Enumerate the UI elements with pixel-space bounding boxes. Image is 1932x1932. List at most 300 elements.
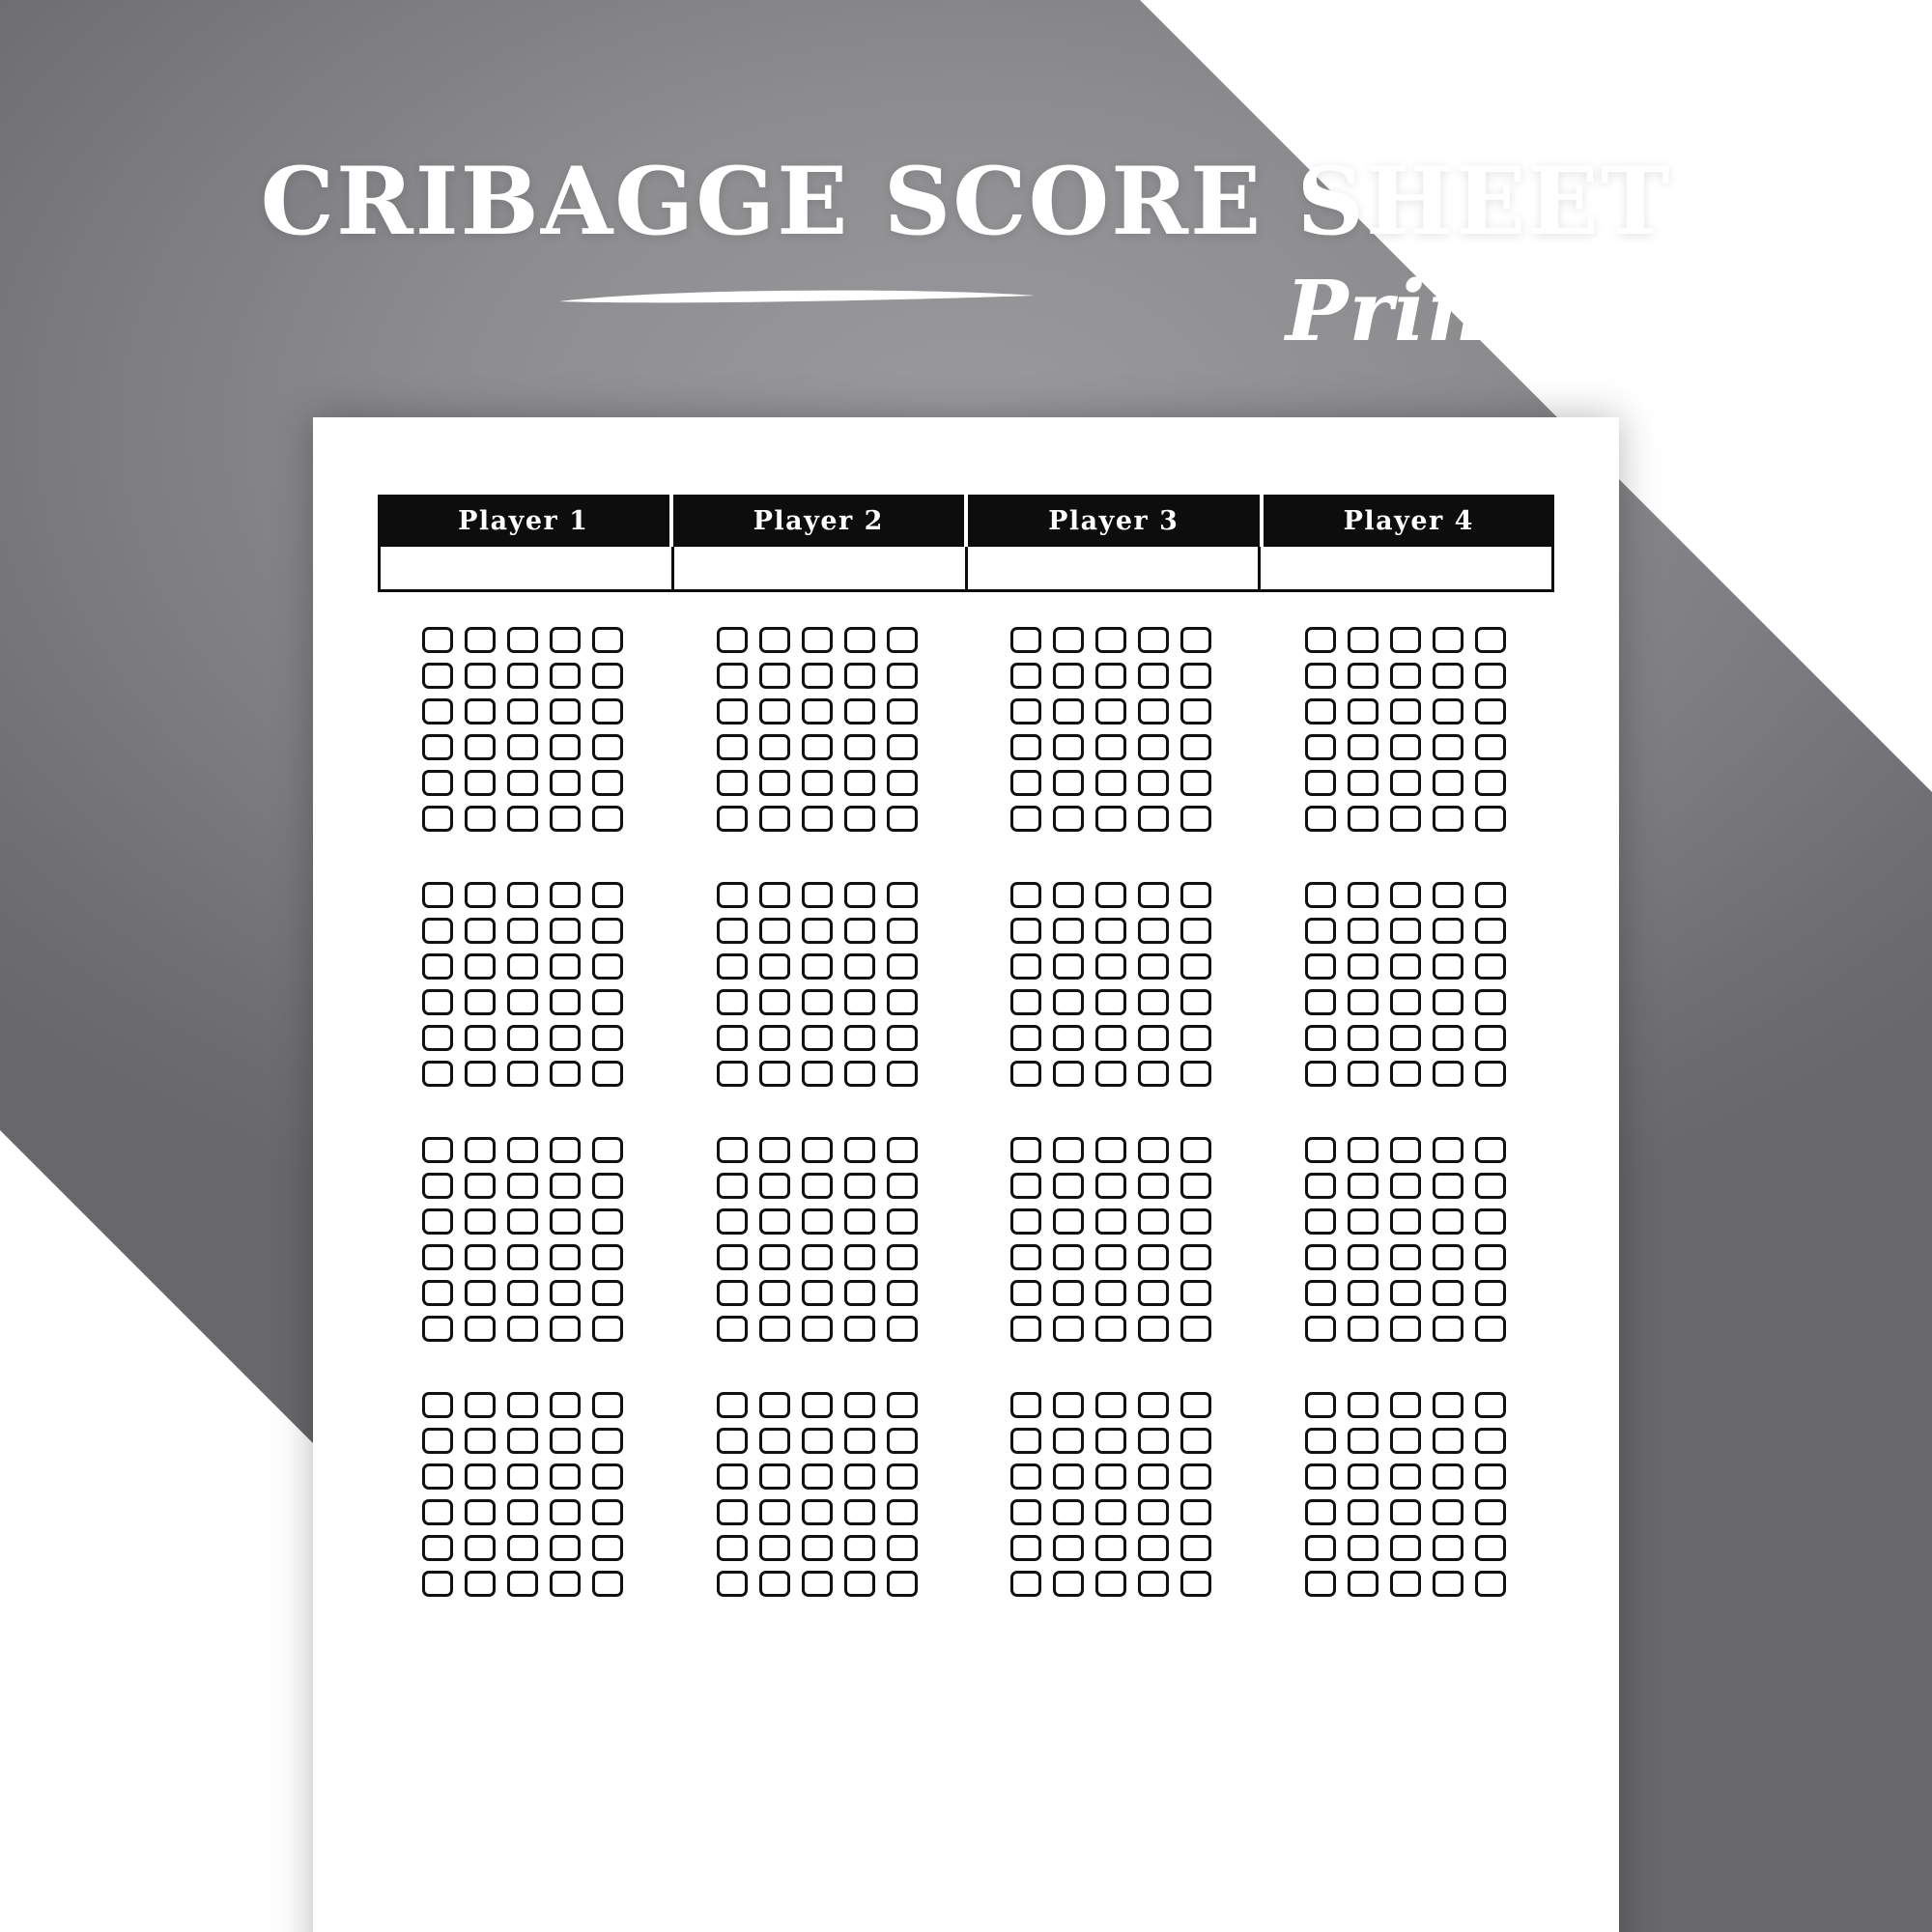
score-checkbox[interactable] bbox=[550, 918, 581, 944]
score-checkbox[interactable] bbox=[465, 1061, 496, 1087]
score-checkbox[interactable] bbox=[1305, 1280, 1336, 1306]
score-checkbox[interactable] bbox=[802, 1025, 833, 1051]
score-checkbox[interactable] bbox=[550, 770, 581, 796]
score-checkbox[interactable] bbox=[1138, 1463, 1169, 1490]
score-checkbox[interactable] bbox=[759, 953, 790, 980]
score-checkbox[interactable] bbox=[1095, 698, 1126, 724]
score-checkbox[interactable] bbox=[507, 627, 538, 653]
score-checkbox[interactable] bbox=[802, 1499, 833, 1525]
score-checkbox[interactable] bbox=[759, 1137, 790, 1163]
score-checkbox[interactable] bbox=[592, 1463, 623, 1490]
score-checkbox[interactable] bbox=[1390, 627, 1421, 653]
score-checkbox[interactable] bbox=[1390, 1137, 1421, 1163]
score-checkbox[interactable] bbox=[1180, 663, 1211, 689]
score-checkbox[interactable] bbox=[1433, 1535, 1463, 1561]
score-checkbox[interactable] bbox=[1010, 1392, 1041, 1418]
score-checkbox[interactable] bbox=[1010, 953, 1041, 980]
score-checkbox[interactable] bbox=[422, 1137, 453, 1163]
score-checkbox[interactable] bbox=[802, 953, 833, 980]
score-checkbox[interactable] bbox=[717, 1428, 748, 1454]
score-checkbox[interactable] bbox=[1348, 1499, 1378, 1525]
score-checkbox[interactable] bbox=[844, 770, 875, 796]
score-checkbox[interactable] bbox=[1010, 1280, 1041, 1306]
score-checkbox[interactable] bbox=[1180, 1025, 1211, 1051]
score-checkbox[interactable] bbox=[1010, 1137, 1041, 1163]
score-checkbox[interactable] bbox=[887, 1316, 918, 1342]
score-checkbox[interactable] bbox=[1053, 1244, 1084, 1270]
score-checkbox[interactable] bbox=[1180, 1173, 1211, 1199]
score-checkbox[interactable] bbox=[592, 1137, 623, 1163]
score-checkbox[interactable] bbox=[844, 1316, 875, 1342]
score-checkbox[interactable] bbox=[802, 663, 833, 689]
score-checkbox[interactable] bbox=[1475, 1316, 1506, 1342]
score-checkbox[interactable] bbox=[717, 806, 748, 832]
score-checkbox[interactable] bbox=[844, 1571, 875, 1597]
score-checkbox[interactable] bbox=[802, 1173, 833, 1199]
score-checkbox[interactable] bbox=[1433, 1025, 1463, 1051]
score-checkbox[interactable] bbox=[507, 1316, 538, 1342]
score-checkbox[interactable] bbox=[1475, 734, 1506, 760]
score-checkbox[interactable] bbox=[844, 989, 875, 1015]
score-checkbox[interactable] bbox=[1010, 989, 1041, 1015]
score-checkbox[interactable] bbox=[592, 1535, 623, 1561]
score-checkbox[interactable] bbox=[1138, 1428, 1169, 1454]
score-checkbox[interactable] bbox=[802, 770, 833, 796]
score-checkbox[interactable] bbox=[802, 1280, 833, 1306]
score-checkbox[interactable] bbox=[844, 1463, 875, 1490]
score-checkbox[interactable] bbox=[422, 1535, 453, 1561]
score-checkbox[interactable] bbox=[887, 663, 918, 689]
score-checkbox[interactable] bbox=[422, 1316, 453, 1342]
score-checkbox[interactable] bbox=[1095, 1392, 1126, 1418]
score-checkbox[interactable] bbox=[802, 1316, 833, 1342]
score-checkbox[interactable] bbox=[1010, 806, 1041, 832]
score-checkbox[interactable] bbox=[844, 1280, 875, 1306]
score-checkbox[interactable] bbox=[1010, 882, 1041, 908]
score-checkbox[interactable] bbox=[465, 1428, 496, 1454]
score-checkbox[interactable] bbox=[717, 1499, 748, 1525]
score-checkbox[interactable] bbox=[1138, 1208, 1169, 1235]
score-checkbox[interactable] bbox=[1138, 989, 1169, 1015]
score-checkbox[interactable] bbox=[1348, 1173, 1378, 1199]
score-checkbox[interactable] bbox=[717, 627, 748, 653]
score-checkbox[interactable] bbox=[1053, 1392, 1084, 1418]
score-checkbox[interactable] bbox=[802, 1208, 833, 1235]
score-checkbox[interactable] bbox=[1053, 1316, 1084, 1342]
score-checkbox[interactable] bbox=[1348, 1061, 1378, 1087]
score-checkbox[interactable] bbox=[1095, 918, 1126, 944]
score-checkbox[interactable] bbox=[717, 1571, 748, 1597]
score-checkbox[interactable] bbox=[1305, 1499, 1336, 1525]
score-checkbox[interactable] bbox=[1053, 1280, 1084, 1306]
score-checkbox[interactable] bbox=[1053, 1428, 1084, 1454]
score-checkbox[interactable] bbox=[465, 627, 496, 653]
score-checkbox[interactable] bbox=[465, 1571, 496, 1597]
score-checkbox[interactable] bbox=[1138, 953, 1169, 980]
score-checkbox[interactable] bbox=[465, 1535, 496, 1561]
score-checkbox[interactable] bbox=[1433, 1061, 1463, 1087]
score-checkbox[interactable] bbox=[1305, 1208, 1336, 1235]
score-checkbox[interactable] bbox=[759, 882, 790, 908]
score-checkbox[interactable] bbox=[1348, 1316, 1378, 1342]
score-checkbox[interactable] bbox=[422, 627, 453, 653]
score-checkbox[interactable] bbox=[507, 1499, 538, 1525]
score-checkbox[interactable] bbox=[1053, 882, 1084, 908]
score-checkbox[interactable] bbox=[1053, 663, 1084, 689]
score-checkbox[interactable] bbox=[465, 1316, 496, 1342]
score-checkbox[interactable] bbox=[592, 1499, 623, 1525]
score-checkbox[interactable] bbox=[717, 1280, 748, 1306]
score-checkbox[interactable] bbox=[1433, 1173, 1463, 1199]
score-checkbox[interactable] bbox=[1095, 1280, 1126, 1306]
score-checkbox[interactable] bbox=[844, 882, 875, 908]
score-checkbox[interactable] bbox=[422, 806, 453, 832]
score-checkbox[interactable] bbox=[1053, 734, 1084, 760]
score-checkbox[interactable] bbox=[1348, 734, 1378, 760]
score-checkbox[interactable] bbox=[592, 806, 623, 832]
score-checkbox[interactable] bbox=[1433, 918, 1463, 944]
score-checkbox[interactable] bbox=[1053, 918, 1084, 944]
score-checkbox[interactable] bbox=[1433, 1137, 1463, 1163]
score-checkbox[interactable] bbox=[844, 1061, 875, 1087]
score-checkbox[interactable] bbox=[465, 1137, 496, 1163]
score-checkbox[interactable] bbox=[1433, 1244, 1463, 1270]
score-checkbox[interactable] bbox=[1053, 953, 1084, 980]
score-checkbox[interactable] bbox=[1305, 770, 1336, 796]
score-checkbox[interactable] bbox=[422, 734, 453, 760]
score-checkbox[interactable] bbox=[1390, 1061, 1421, 1087]
score-checkbox[interactable] bbox=[465, 1463, 496, 1490]
score-checkbox[interactable] bbox=[1010, 1173, 1041, 1199]
score-checkbox[interactable] bbox=[507, 989, 538, 1015]
score-checkbox[interactable] bbox=[1305, 1316, 1336, 1342]
score-checkbox[interactable] bbox=[1305, 1392, 1336, 1418]
score-checkbox[interactable] bbox=[1390, 734, 1421, 760]
score-checkbox[interactable] bbox=[507, 882, 538, 908]
score-checkbox[interactable] bbox=[1390, 698, 1421, 724]
score-checkbox[interactable] bbox=[1348, 1208, 1378, 1235]
score-checkbox[interactable] bbox=[550, 806, 581, 832]
score-checkbox[interactable] bbox=[550, 627, 581, 653]
score-checkbox[interactable] bbox=[465, 734, 496, 760]
score-checkbox[interactable] bbox=[422, 1244, 453, 1270]
score-checkbox[interactable] bbox=[844, 953, 875, 980]
score-checkbox[interactable] bbox=[550, 734, 581, 760]
score-checkbox[interactable] bbox=[1138, 1173, 1169, 1199]
score-checkbox[interactable] bbox=[1305, 1428, 1336, 1454]
score-checkbox[interactable] bbox=[1475, 1137, 1506, 1163]
score-checkbox[interactable] bbox=[887, 1208, 918, 1235]
score-checkbox[interactable] bbox=[1180, 1463, 1211, 1490]
score-checkbox[interactable] bbox=[1475, 1280, 1506, 1306]
score-checkbox[interactable] bbox=[1138, 1535, 1169, 1561]
score-checkbox[interactable] bbox=[1305, 1244, 1336, 1270]
score-checkbox[interactable] bbox=[887, 1280, 918, 1306]
score-checkbox[interactable] bbox=[1433, 698, 1463, 724]
score-checkbox[interactable] bbox=[717, 770, 748, 796]
score-checkbox[interactable] bbox=[844, 1244, 875, 1270]
score-checkbox[interactable] bbox=[1138, 1571, 1169, 1597]
score-checkbox[interactable] bbox=[1053, 989, 1084, 1015]
score-checkbox[interactable] bbox=[1475, 989, 1506, 1015]
score-checkbox[interactable] bbox=[1390, 1571, 1421, 1597]
score-checkbox[interactable] bbox=[1390, 989, 1421, 1015]
score-checkbox[interactable] bbox=[550, 1463, 581, 1490]
score-checkbox[interactable] bbox=[422, 1061, 453, 1087]
score-checkbox[interactable] bbox=[422, 953, 453, 980]
score-checkbox[interactable] bbox=[422, 1025, 453, 1051]
score-checkbox[interactable] bbox=[1180, 989, 1211, 1015]
score-checkbox[interactable] bbox=[1348, 1244, 1378, 1270]
score-checkbox[interactable] bbox=[550, 1499, 581, 1525]
score-checkbox[interactable] bbox=[1138, 806, 1169, 832]
score-checkbox[interactable] bbox=[507, 1428, 538, 1454]
score-checkbox[interactable] bbox=[507, 1535, 538, 1561]
score-checkbox[interactable] bbox=[1348, 627, 1378, 653]
score-checkbox[interactable] bbox=[1180, 882, 1211, 908]
score-checkbox[interactable] bbox=[1180, 1280, 1211, 1306]
score-checkbox[interactable] bbox=[887, 1244, 918, 1270]
score-checkbox[interactable] bbox=[1138, 1499, 1169, 1525]
score-checkbox[interactable] bbox=[1305, 663, 1336, 689]
score-checkbox[interactable] bbox=[844, 1137, 875, 1163]
score-checkbox[interactable] bbox=[592, 1571, 623, 1597]
score-checkbox[interactable] bbox=[1390, 770, 1421, 796]
score-checkbox[interactable] bbox=[887, 1535, 918, 1561]
score-checkbox[interactable] bbox=[1180, 1571, 1211, 1597]
score-checkbox[interactable] bbox=[465, 698, 496, 724]
score-checkbox[interactable] bbox=[1053, 1173, 1084, 1199]
score-checkbox[interactable] bbox=[1390, 953, 1421, 980]
score-checkbox[interactable] bbox=[1433, 1316, 1463, 1342]
score-checkbox[interactable] bbox=[1095, 953, 1126, 980]
score-checkbox[interactable] bbox=[507, 1463, 538, 1490]
score-checkbox[interactable] bbox=[550, 882, 581, 908]
score-checkbox[interactable] bbox=[887, 627, 918, 653]
score-checkbox[interactable] bbox=[887, 1392, 918, 1418]
score-checkbox[interactable] bbox=[887, 1061, 918, 1087]
score-checkbox[interactable] bbox=[1010, 698, 1041, 724]
score-checkbox[interactable] bbox=[1180, 1137, 1211, 1163]
score-checkbox[interactable] bbox=[1433, 806, 1463, 832]
score-checkbox[interactable] bbox=[717, 1173, 748, 1199]
score-checkbox[interactable] bbox=[507, 663, 538, 689]
score-checkbox[interactable] bbox=[844, 1392, 875, 1418]
score-checkbox[interactable] bbox=[802, 1137, 833, 1163]
score-checkbox[interactable] bbox=[1010, 918, 1041, 944]
score-checkbox[interactable] bbox=[465, 1499, 496, 1525]
score-checkbox[interactable] bbox=[759, 1463, 790, 1490]
score-checkbox[interactable] bbox=[592, 953, 623, 980]
score-checkbox[interactable] bbox=[1390, 1280, 1421, 1306]
score-checkbox[interactable] bbox=[1348, 1428, 1378, 1454]
score-checkbox[interactable] bbox=[465, 1392, 496, 1418]
score-checkbox[interactable] bbox=[1348, 1392, 1378, 1418]
score-checkbox[interactable] bbox=[1138, 1316, 1169, 1342]
score-checkbox[interactable] bbox=[1053, 1208, 1084, 1235]
score-checkbox[interactable] bbox=[1138, 1392, 1169, 1418]
score-checkbox[interactable] bbox=[844, 627, 875, 653]
score-checkbox[interactable] bbox=[844, 1025, 875, 1051]
score-checkbox[interactable] bbox=[802, 918, 833, 944]
score-checkbox[interactable] bbox=[887, 1463, 918, 1490]
score-checkbox[interactable] bbox=[759, 1428, 790, 1454]
score-checkbox[interactable] bbox=[1010, 734, 1041, 760]
score-checkbox[interactable] bbox=[507, 1208, 538, 1235]
score-checkbox[interactable] bbox=[507, 1571, 538, 1597]
score-checkbox[interactable] bbox=[507, 770, 538, 796]
score-checkbox[interactable] bbox=[759, 989, 790, 1015]
score-checkbox[interactable] bbox=[1433, 663, 1463, 689]
score-checkbox[interactable] bbox=[592, 734, 623, 760]
score-checkbox[interactable] bbox=[1390, 1463, 1421, 1490]
score-checkbox[interactable] bbox=[1305, 627, 1336, 653]
score-checkbox[interactable] bbox=[802, 1428, 833, 1454]
score-checkbox[interactable] bbox=[1095, 882, 1126, 908]
score-checkbox[interactable] bbox=[1305, 734, 1336, 760]
score-checkbox[interactable] bbox=[592, 1173, 623, 1199]
score-checkbox[interactable] bbox=[1475, 953, 1506, 980]
score-checkbox[interactable] bbox=[802, 627, 833, 653]
score-checkbox[interactable] bbox=[717, 882, 748, 908]
score-checkbox[interactable] bbox=[1180, 1208, 1211, 1235]
score-checkbox[interactable] bbox=[717, 1316, 748, 1342]
score-checkbox[interactable] bbox=[1053, 627, 1084, 653]
score-checkbox[interactable] bbox=[844, 1173, 875, 1199]
score-checkbox[interactable] bbox=[1053, 1571, 1084, 1597]
score-checkbox[interactable] bbox=[550, 953, 581, 980]
score-checkbox[interactable] bbox=[550, 1535, 581, 1561]
score-checkbox[interactable] bbox=[1348, 1463, 1378, 1490]
score-checkbox[interactable] bbox=[1095, 1137, 1126, 1163]
score-checkbox[interactable] bbox=[1010, 1571, 1041, 1597]
score-checkbox[interactable] bbox=[422, 1173, 453, 1199]
score-checkbox[interactable] bbox=[887, 1137, 918, 1163]
score-checkbox[interactable] bbox=[1475, 882, 1506, 908]
score-checkbox[interactable] bbox=[1180, 1061, 1211, 1087]
score-checkbox[interactable] bbox=[887, 1571, 918, 1597]
score-checkbox[interactable] bbox=[1010, 1316, 1041, 1342]
score-checkbox[interactable] bbox=[1095, 663, 1126, 689]
score-checkbox[interactable] bbox=[1305, 1025, 1336, 1051]
score-checkbox[interactable] bbox=[1390, 1499, 1421, 1525]
score-checkbox[interactable] bbox=[1138, 1137, 1169, 1163]
score-checkbox[interactable] bbox=[592, 1316, 623, 1342]
score-checkbox[interactable] bbox=[1010, 663, 1041, 689]
score-checkbox[interactable] bbox=[717, 1463, 748, 1490]
score-checkbox[interactable] bbox=[1010, 1428, 1041, 1454]
score-checkbox[interactable] bbox=[1053, 1061, 1084, 1087]
score-checkbox[interactable] bbox=[759, 1392, 790, 1418]
score-checkbox[interactable] bbox=[1010, 770, 1041, 796]
score-checkbox[interactable] bbox=[1475, 1392, 1506, 1418]
score-checkbox[interactable] bbox=[1348, 882, 1378, 908]
score-checkbox[interactable] bbox=[1180, 770, 1211, 796]
score-checkbox[interactable] bbox=[759, 1499, 790, 1525]
score-checkbox[interactable] bbox=[1348, 770, 1378, 796]
score-checkbox[interactable] bbox=[1305, 1571, 1336, 1597]
score-checkbox[interactable] bbox=[550, 1025, 581, 1051]
score-checkbox[interactable] bbox=[550, 1137, 581, 1163]
score-checkbox[interactable] bbox=[1010, 1208, 1041, 1235]
score-checkbox[interactable] bbox=[1305, 918, 1336, 944]
score-checkbox[interactable] bbox=[1138, 663, 1169, 689]
player-name-field[interactable] bbox=[1261, 547, 1551, 589]
score-checkbox[interactable] bbox=[550, 989, 581, 1015]
score-checkbox[interactable] bbox=[1390, 882, 1421, 908]
score-checkbox[interactable] bbox=[759, 734, 790, 760]
score-checkbox[interactable] bbox=[1390, 1208, 1421, 1235]
score-checkbox[interactable] bbox=[1475, 1571, 1506, 1597]
score-checkbox[interactable] bbox=[507, 734, 538, 760]
score-checkbox[interactable] bbox=[1433, 882, 1463, 908]
score-checkbox[interactable] bbox=[1305, 989, 1336, 1015]
score-checkbox[interactable] bbox=[887, 1428, 918, 1454]
score-checkbox[interactable] bbox=[1433, 1463, 1463, 1490]
score-checkbox[interactable] bbox=[717, 1061, 748, 1087]
score-checkbox[interactable] bbox=[1138, 882, 1169, 908]
score-checkbox[interactable] bbox=[1305, 1463, 1336, 1490]
score-checkbox[interactable] bbox=[1138, 1061, 1169, 1087]
player-name-field[interactable] bbox=[674, 547, 968, 589]
score-checkbox[interactable] bbox=[550, 1428, 581, 1454]
score-checkbox[interactable] bbox=[1348, 806, 1378, 832]
score-checkbox[interactable] bbox=[717, 663, 748, 689]
score-checkbox[interactable] bbox=[465, 770, 496, 796]
score-checkbox[interactable] bbox=[592, 627, 623, 653]
score-checkbox[interactable] bbox=[717, 953, 748, 980]
score-checkbox[interactable] bbox=[1475, 663, 1506, 689]
score-checkbox[interactable] bbox=[802, 989, 833, 1015]
score-checkbox[interactable] bbox=[1433, 1499, 1463, 1525]
score-checkbox[interactable] bbox=[802, 1571, 833, 1597]
score-checkbox[interactable] bbox=[844, 734, 875, 760]
score-checkbox[interactable] bbox=[1095, 770, 1126, 796]
score-checkbox[interactable] bbox=[1180, 1316, 1211, 1342]
score-checkbox[interactable] bbox=[465, 882, 496, 908]
score-checkbox[interactable] bbox=[1433, 1280, 1463, 1306]
score-checkbox[interactable] bbox=[1095, 1244, 1126, 1270]
score-checkbox[interactable] bbox=[422, 1392, 453, 1418]
score-checkbox[interactable] bbox=[887, 770, 918, 796]
score-checkbox[interactable] bbox=[759, 1025, 790, 1051]
score-checkbox[interactable] bbox=[1053, 1137, 1084, 1163]
score-checkbox[interactable] bbox=[1010, 1061, 1041, 1087]
score-checkbox[interactable] bbox=[422, 770, 453, 796]
score-checkbox[interactable] bbox=[1180, 698, 1211, 724]
score-checkbox[interactable] bbox=[1095, 627, 1126, 653]
score-checkbox[interactable] bbox=[1433, 1571, 1463, 1597]
score-checkbox[interactable] bbox=[717, 1025, 748, 1051]
score-checkbox[interactable] bbox=[422, 882, 453, 908]
score-checkbox[interactable] bbox=[1433, 770, 1463, 796]
score-checkbox[interactable] bbox=[1305, 1061, 1336, 1087]
score-checkbox[interactable] bbox=[887, 953, 918, 980]
score-checkbox[interactable] bbox=[1475, 1173, 1506, 1199]
score-checkbox[interactable] bbox=[1475, 1025, 1506, 1051]
score-checkbox[interactable] bbox=[1095, 989, 1126, 1015]
score-checkbox[interactable] bbox=[1390, 663, 1421, 689]
score-checkbox[interactable] bbox=[422, 1428, 453, 1454]
score-checkbox[interactable] bbox=[1138, 1025, 1169, 1051]
score-checkbox[interactable] bbox=[1348, 1025, 1378, 1051]
score-checkbox[interactable] bbox=[1095, 734, 1126, 760]
score-checkbox[interactable] bbox=[1433, 989, 1463, 1015]
score-checkbox[interactable] bbox=[1095, 806, 1126, 832]
score-checkbox[interactable] bbox=[507, 1137, 538, 1163]
score-checkbox[interactable] bbox=[465, 806, 496, 832]
score-checkbox[interactable] bbox=[887, 806, 918, 832]
